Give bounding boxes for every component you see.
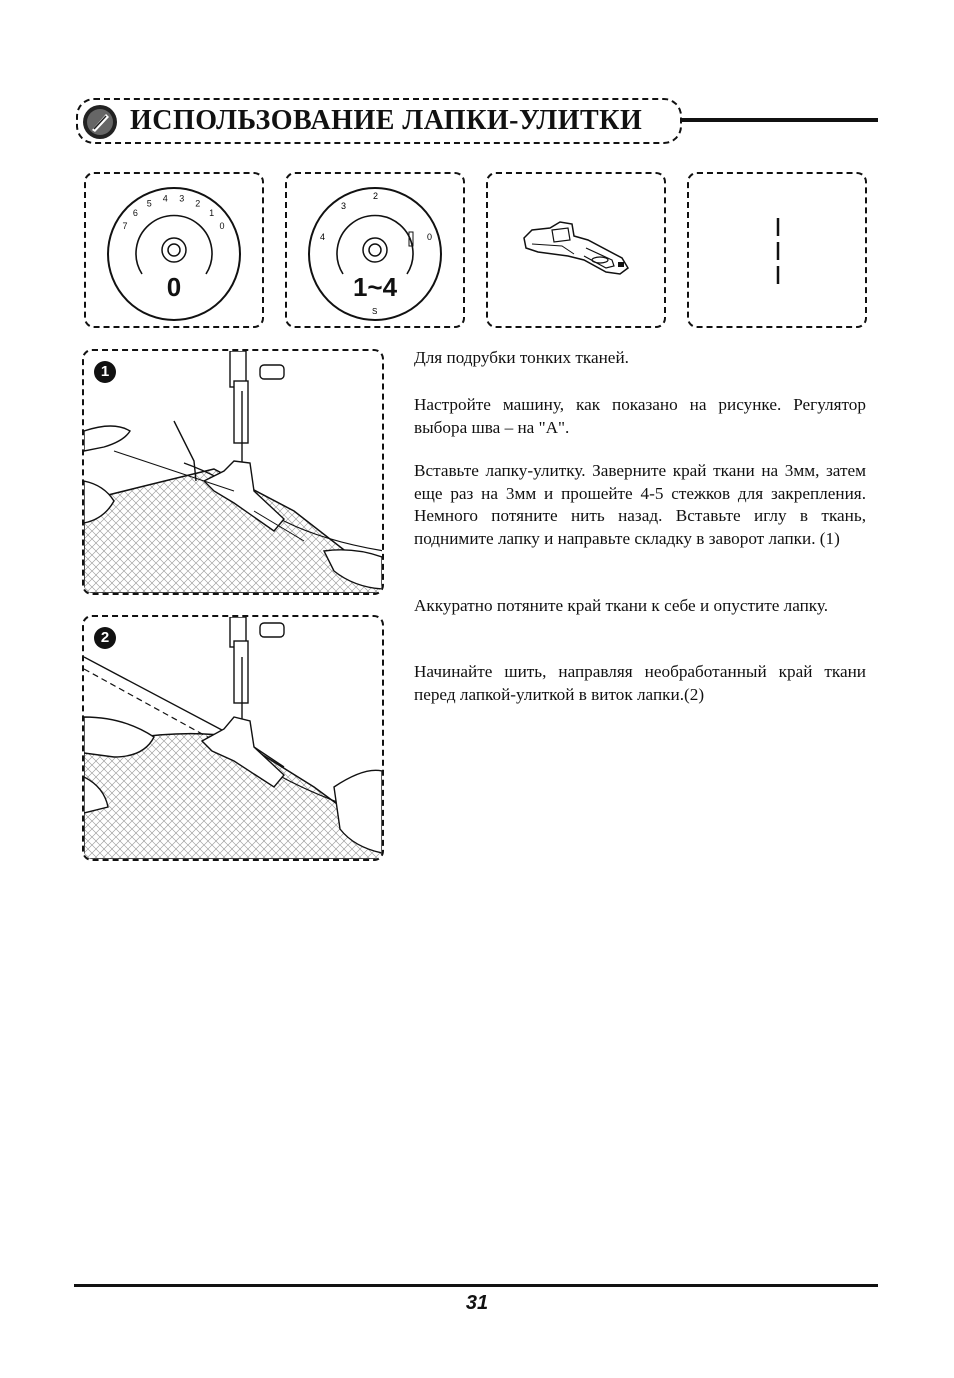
sewing-illustration-2 (84, 617, 382, 859)
stitch-length-panel (84, 172, 264, 328)
instruction-intro (414, 347, 866, 370)
length-scale-label: 7 (122, 221, 128, 231)
page-title: ИСПОЛЬЗОВАНИЕ ЛАПКИ-УЛИТКИ (130, 105, 643, 136)
width-scale-label: 0 (427, 232, 433, 242)
stitch-pattern-panel (687, 172, 867, 328)
title-rule (682, 118, 878, 122)
width-bottom-label: S (372, 307, 378, 316)
instruction-paragraph: Аккуратно потяните край ткани к себе и опустите лапку. (414, 596, 829, 615)
instruction-paragraph: Для подрубки тонких тканей. (414, 348, 629, 367)
sewing-illustration-1 (84, 351, 382, 593)
instruction-pull (414, 595, 866, 618)
length-scale-label: 1 (209, 207, 215, 218)
instruction-paragraph: Вставьте лапку-улитку. Заверните край ткани на 3мм, затем еще раз на 3мм и прошейте 4-5 стежков для закрепления. Немного потяните нить назад. Вставьте иглу в ткань, поднимите лапку и направьте складку в заворот лапки. (1) (414, 461, 866, 548)
figure-badge: 2 (94, 627, 116, 649)
stitch-width-value: 1~4 (352, 272, 398, 302)
figure-2-panel (82, 615, 384, 861)
width-scale-label: 2 (373, 191, 379, 201)
stitch-length-value: 0 (166, 272, 182, 302)
length-scale-label: 4 (162, 193, 168, 204)
hemmer-foot-icon (488, 174, 664, 326)
figure-1-panel (82, 349, 384, 595)
instruction-setup (414, 394, 866, 439)
width-scale-label: 4 (320, 232, 326, 242)
needle-icon (82, 104, 118, 140)
instruction-sew (414, 661, 866, 706)
width-scale-label: 3 (341, 201, 347, 211)
stitch-width-panel (285, 172, 465, 328)
instruction-insert (414, 460, 866, 550)
figure-badge: 1 (94, 361, 116, 383)
instruction-paragraph: Настройте машину, как показано на рисунке. Регулятор выбора шва – на "A". (414, 395, 866, 437)
footer-rule (74, 1284, 878, 1287)
instruction-paragraph: Начинайте шить, направляя необработанный край ткани перед лапкой-улиткой в виток лапки.(2) (414, 662, 866, 704)
length-scale-label: 0 (219, 221, 225, 231)
straight-stitch-icon (689, 174, 865, 326)
stitch-length-dial-icon (86, 174, 262, 326)
length-scale-label: 6 (132, 207, 138, 218)
presser-foot-panel (486, 172, 666, 328)
page-number: 31 (465, 1292, 489, 1314)
length-scale-label: 3 (179, 193, 185, 204)
length-scale-label: 5 (146, 198, 152, 209)
stitch-width-dial-icon (287, 174, 463, 326)
length-scale-label: 2 (195, 198, 201, 209)
